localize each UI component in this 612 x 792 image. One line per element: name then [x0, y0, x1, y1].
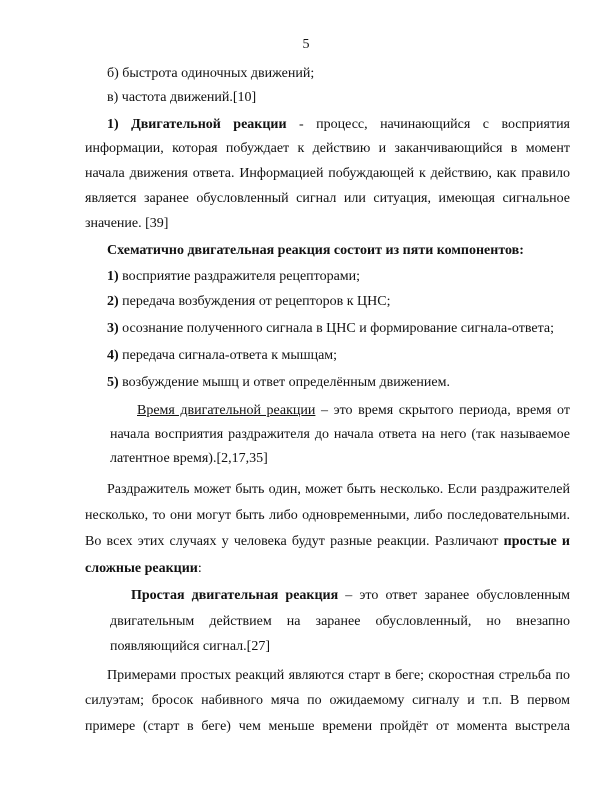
bold-text: простые и: [503, 534, 570, 549]
text-run: в) частота движений.[10]: [107, 90, 257, 105]
text-run: начала восприятия раздражителя до начала ответа на него (так называемое: [110, 427, 570, 442]
text-line: [107, 89, 256, 107]
bold-text: 2): [107, 294, 119, 309]
text-line: [85, 140, 570, 158]
text-line: [85, 215, 168, 233]
text-line: [107, 293, 390, 311]
text-run: значение. [39]: [85, 216, 169, 231]
text-run: б) быстрота одиночных движений;: [107, 66, 315, 81]
text-run: восприятие раздражителя рецепторами;: [118, 269, 361, 284]
text-run: Раздражитель может быть один, может быть несколько. Если раздражителей: [107, 482, 570, 497]
text-line: [85, 533, 570, 551]
text-run: – это ответ заранее обусловленным: [338, 588, 570, 603]
text-line: [137, 402, 570, 420]
underlined-text: Время двигательной реакции: [137, 403, 316, 418]
text-run: начала движения ответа. Информацией побуждающей к действию, как правило: [85, 166, 570, 181]
bold-text: 1) Двигательной реакции: [107, 117, 287, 132]
bold-text: сложные реакции: [85, 561, 198, 576]
page-number: 5: [302, 37, 310, 52]
bold-text: 3): [107, 321, 119, 336]
text-run: осознание полученного сигнала в ЦНС и формирование сигнала-ответа;: [118, 321, 554, 336]
text-run: является заранее обусловленный сигнал или ситуация, имеющая сигнальное: [85, 191, 570, 206]
text-line: [131, 587, 570, 605]
text-line: [85, 560, 202, 578]
text-line: [107, 320, 554, 338]
bold-text: 5): [107, 375, 119, 390]
text-run: передача возбуждения от рецепторов к ЦНС;: [118, 294, 391, 309]
text-run: несколько, то они могут быть либо одновременными, либо последовательными.: [85, 508, 570, 523]
bold-text: Простая двигательная реакция: [131, 588, 339, 603]
text-line: [85, 507, 570, 525]
text-run: – это время скрытого периода, время от: [315, 403, 570, 418]
text-run: информации, которая побуждает к действию и заканчивающийся в момент: [85, 141, 570, 156]
text-run: - процесс, начинающийся с восприятия: [286, 117, 570, 132]
text-line: [107, 481, 570, 499]
text-run: примере (старт в беге) чем меньше времени пройдёт от момента выстрела: [85, 719, 570, 734]
text-run: Во всех этих случаях у человека будут разные реакции. Различают: [85, 534, 504, 549]
text-line: [85, 718, 570, 736]
text-line: [110, 613, 570, 631]
text-run: силуэтам; бросок набивного мяча по ожидаемому сигналу и т.п. В первом: [85, 693, 570, 708]
text-line: [85, 190, 570, 208]
text-run: передача сигнала-ответа к мышцам;: [118, 348, 338, 363]
text-line: [107, 347, 337, 365]
text-run: Примерами простых реакций являются старт в беге; скоростная стрельба по: [107, 668, 570, 683]
bold-text: Схематично двигательная реакция состоит из пяти компонентов:: [107, 243, 524, 258]
text-run: возбуждение мышц и ответ определённым движением.: [118, 375, 450, 390]
text-line: [85, 692, 570, 710]
text-line: [107, 667, 570, 685]
text-line: [107, 242, 524, 260]
text-run: :: [197, 561, 202, 576]
text-line: [110, 450, 268, 468]
text-run: двигательным действием на заранее обусловленный, но внезапно: [110, 614, 570, 629]
text-line: [110, 638, 270, 656]
text-line: [107, 268, 360, 286]
text-line: [107, 116, 570, 134]
text-line: [107, 65, 314, 83]
text-line: [107, 374, 450, 392]
text-run: появляющийся сигнал.[27]: [110, 639, 270, 654]
bold-text: 4): [107, 348, 119, 363]
bold-text: 1): [107, 269, 119, 284]
text-run: латентное время).[2,17,35]: [110, 451, 268, 466]
text-line: [110, 426, 570, 444]
text-line: [85, 165, 570, 183]
